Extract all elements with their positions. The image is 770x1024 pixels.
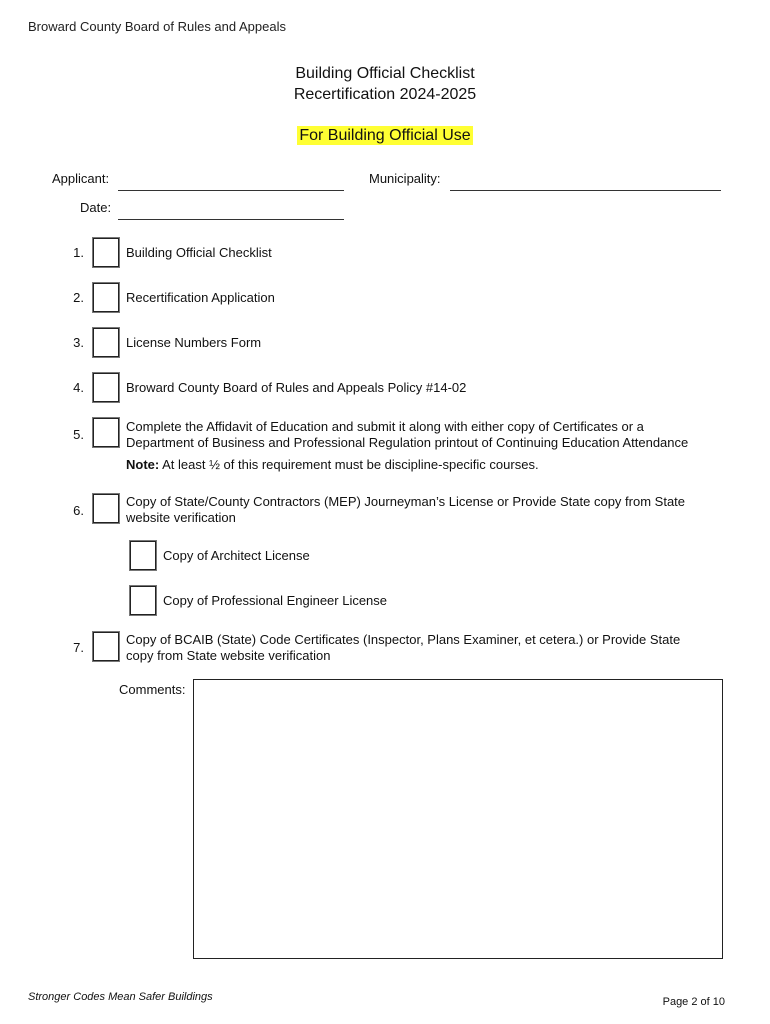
item-1-number: 1.	[73, 245, 84, 260]
item-5-number: 5.	[73, 427, 84, 442]
date-field[interactable]	[118, 219, 344, 220]
applicant-label: Applicant:	[52, 171, 110, 186]
item-5-text-line1: Complete the Affidavit of Education and submit it along with either copy of Certificates or a	[126, 419, 644, 434]
item-5-checkbox[interactable]	[93, 418, 119, 447]
item-5-note-label: Note:	[126, 457, 160, 472]
item-5-note	[126, 457, 539, 473]
item-1-text: Building Official Checklist	[126, 245, 272, 260]
item-4-number: 4.	[73, 380, 84, 395]
item-2-checkbox[interactable]	[93, 283, 119, 312]
footer-tagline: Stronger Codes Mean Safer Buildings	[28, 991, 213, 1003]
document-header: Broward County Board of Rules and Appeals	[28, 19, 286, 34]
item-6-number: 6.	[73, 503, 84, 518]
official-use-banner	[0, 127, 770, 145]
item-7-number: 7.	[73, 640, 84, 655]
item-3-checkbox[interactable]	[93, 328, 119, 357]
engineer-license-text: Copy of Professional Engineer License	[163, 593, 388, 608]
date-label: Date:	[80, 200, 112, 215]
architect-license-checkbox[interactable]	[130, 541, 156, 570]
page-number: Page 2 of 10	[662, 996, 725, 1008]
item-1-checkbox[interactable]	[93, 238, 119, 267]
item-2-number: 2.	[73, 290, 84, 305]
item-5-note-text: At least ½ of this requirement must be discipline-specific courses.	[159, 457, 539, 472]
item-4-text: Broward County Board of Rules and Appeals Policy #14-02	[126, 380, 467, 395]
item-2-text: Recertification Application	[126, 290, 275, 305]
item-7-checkbox[interactable]	[93, 632, 119, 661]
architect-license-text: Copy of Architect License	[163, 548, 310, 563]
item-7-text-line1: Copy of BCAIB (State) Code Certificates (Inspector, Plans Examiner, et cetera.) or Provide State	[126, 632, 681, 647]
comments-textarea[interactable]	[193, 679, 723, 959]
municipality-label: Municipality:	[369, 171, 441, 186]
document-title: Building Official Checklist	[295, 65, 475, 82]
item-3-text: License Numbers Form	[126, 335, 262, 350]
item-6-text-line2: website verification	[126, 510, 236, 525]
item-5-text-line2: Department of Business and Professional Regulation printout of Continuing Education Attendance	[126, 435, 689, 450]
comments-label: Comments:	[119, 682, 186, 697]
item-4-checkbox[interactable]	[93, 373, 119, 402]
document-subtitle: Recertification 2024-2025	[293, 86, 477, 103]
engineer-license-checkbox[interactable]	[130, 586, 156, 615]
item-6-text-line1: Copy of State/County Contractors (MEP) Journeyman’s License or Provide State copy from State	[126, 494, 686, 509]
official-use-text: For Building Official Use	[299, 127, 471, 144]
item-3-number: 3.	[73, 335, 84, 350]
municipality-field[interactable]	[450, 190, 721, 191]
item-6-checkbox[interactable]	[93, 494, 119, 523]
item-7-text-line2: copy from State website verification	[126, 648, 331, 663]
applicant-field[interactable]	[118, 190, 344, 191]
